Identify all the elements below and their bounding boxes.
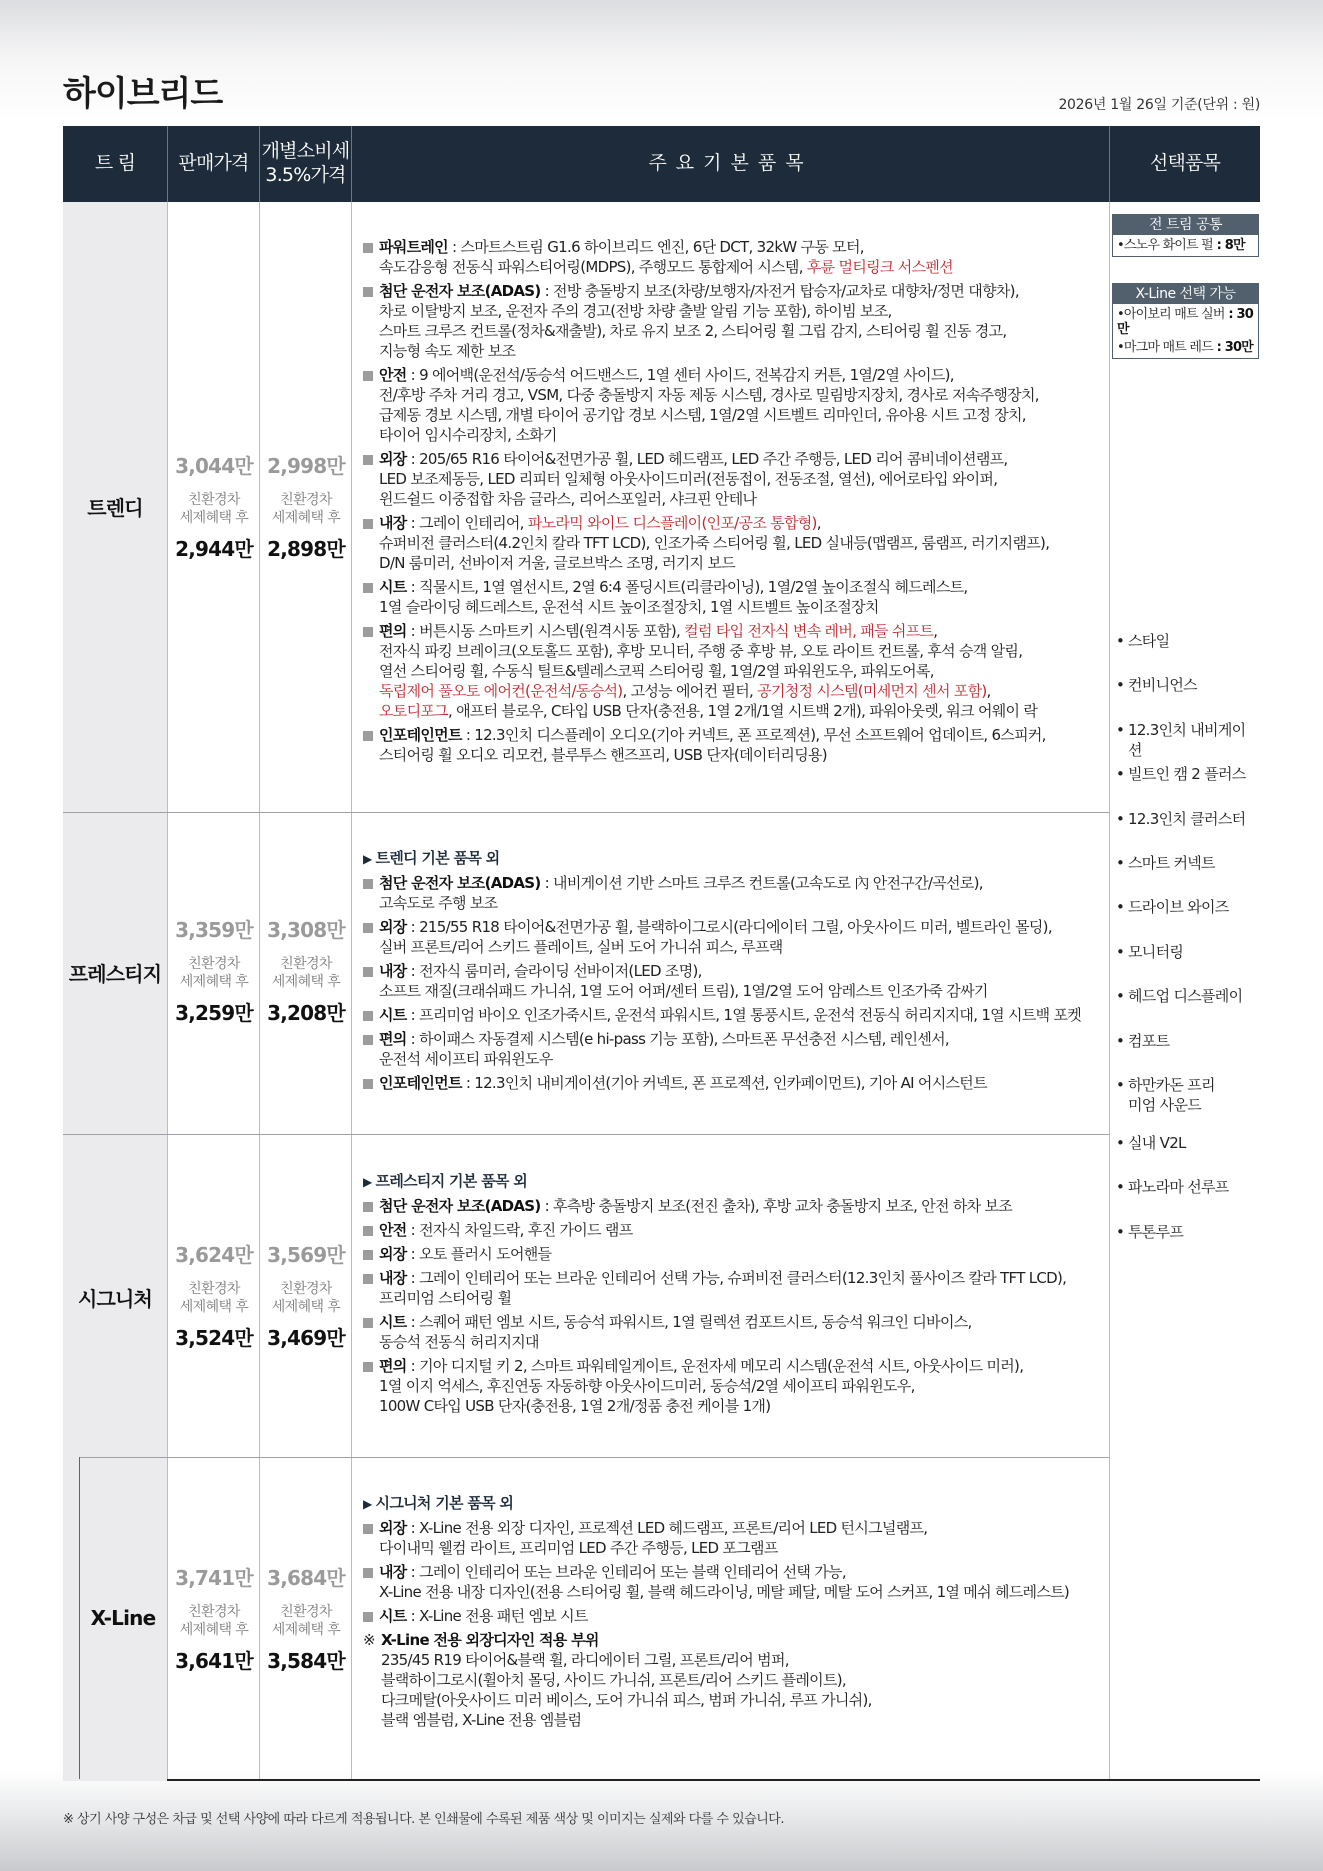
feature-section-head: ▶ 시그니처 기본 품목 외 [363, 1494, 514, 1512]
tax-price: 3,569만 [267, 1243, 345, 1267]
price-signature [168, 1239, 260, 1351]
option-color-line: •아이보리 매트 실버 : 30만 [1117, 307, 1253, 337]
tax-price-after: 2,898만 [267, 537, 345, 561]
option-item: • 모니터링 [1114, 942, 1259, 986]
option-item: • 드라이브 와이즈 [1114, 897, 1259, 941]
tax-price-xline [260, 1562, 352, 1674]
header-tax-price [260, 126, 351, 202]
tax-price-after: 3,469만 [267, 1326, 345, 1350]
feature-item: 외장 : 오토 플러시 도어핸들 [363, 1244, 1173, 1264]
features-trendy [363, 237, 1173, 769]
feature-item: 시트 : 프리미엄 바이오 인조가죽시트, 운전석 파워시트, 1열 통풍시트, 운전석 전동식 허리지지대, 1열 시트백 포켓 [363, 1005, 1173, 1025]
feature-item: 편의 : 버튼시동 스마트키 시스템(원격시동 포함), 컬럼 타입 전자식 변속 레버, 패들 쉬프트, 전자식 파킹 브레이크(오토홀드 포함), 후방 모니터, 주행 중 후방 뷰, 오토 라이트 컨트롤, 후석 승객 알림, 열선 스티어링 휠, 수동식 틸트&텔레스코픽 스티어링 휠, 1열/2열 파워윈도우, 파워도어록, 독립제어 풀오토 에어컨(운전석/동승석), 고성능 에어컨 필터, 공기청정 시스템(미세먼지 센서 포함), 오토디포그, 애프터 블로우, C타입 USB 단자(충전용, 1열 2개/1열 시트백 2개), 파워아웃렛, 워크 어웨이 락 [363, 621, 1173, 721]
option-color-line: •마그마 매트 레드 : 30만 [1117, 340, 1253, 355]
header-tax-line2: 3.5%가격 [265, 164, 346, 186]
feature-item: 첨단 운전자 보조(ADAS) : 전방 충돌방지 보조(차량/보행자/자전거 탑승자/교차로 대향차/정면 대향차), 차로 이탈방지 보조, 운전자 주의 경고(전방 차량 출발 알림 기능 포함), 하이빔 보조, 스마트 크루즈 컨트롤(정차&재출발), 차로 유지 보조 2, 스티어링 휠 그립 감지, 스티어링 휠 진동 경고, 지능형 속도 제한 보조 [363, 281, 1173, 361]
feature-item: 외장 : 215/55 R18 타이어&전면가공 휠, 블랙하이그로시(라디에이터 그릴, 아웃사이드 미러, 벨트라인 몰딩), 실버 프론트/리어 스키드 플레이트, 실버 도어 가니쉬 피스, 루프랙 [363, 917, 1173, 957]
feature-item: 편의 : 기아 디지털 키 2, 스마트 파워테일게이트, 운전자세 메모리 시스템(운전석 시트, 아웃사이드 미러), 1열 이지 억세스, 후진연동 자동하향 아웃사이드미러, 동승석/2열 세이프티 파워윈도우, 100W C타입 USB 단자(충전용, 1열 2개/정품 충전 케이블 1개) [363, 1356, 1173, 1416]
option-item: • 파노라마 선루프 [1114, 1177, 1259, 1221]
feature-note: ※ X-Line 전용 외장디자인 적용 부위 235/45 R19 타이어&블랙 휠, 라디에이터 그릴, 프론트/리어 범퍼, 블랙하이그로시(휠아치 몰딩, 사이드 가니쉬, 프론트/리어 스키드 플레이트), 다크메탈(아웃사이드 미러 베이스, 도어 가니쉬 피스, 범퍼 가니쉬, 루프 가니쉬), 블랙 엠블럼, X-Line 전용 엠블럼 [363, 1630, 1173, 1730]
feature-item: 편의 : 하이패스 자동결제 시스템(e hi-pass 기능 포함), 스마트폰 무선충전 시스템, 레인센서, 운전석 세이프티 파워윈도우 [363, 1029, 1173, 1069]
tax-price-after: 3,208만 [267, 1001, 345, 1025]
feature-item: 외장 : 205/65 R16 타이어&전면가공 휠, LED 헤드램프, LED 주간 주행등, LED 리어 콤비네이션램프, LED 보조제동등, LED 리피터 일체형 아웃사이드미러(전동접이, 전동조절, 열선), 에어로타입 와이퍼, 윈드쉴드 이중접합 차음 글라스, 리어스포일러, 샤크핀 안테나 [363, 449, 1173, 509]
option-box-title: 전 트림 공통 [1113, 215, 1258, 235]
option-list [1114, 631, 1259, 1266]
footer-note: ※ 상기 사양 구성은 차급 및 선택 사양에 따라 다르게 적용됩니다. 본 인쇄물에 수록된 제품 색상 및 이미지는 실제와 다를 수 있습니다. [63, 1812, 784, 1827]
option-item: • 헤드업 디스플레이 [1114, 986, 1259, 1030]
option-item: • 12.3인치 클러스터 [1114, 809, 1259, 853]
feature-item: 안전 : 전자식 차일드락, 후진 가이드 램프 [363, 1220, 1173, 1240]
price-note: 친환경차 세제혜택 후 [179, 1604, 249, 1638]
option-item: • 하만카돈 프리미엄 사운드 [1114, 1075, 1224, 1133]
option-item: • 컨비니언스 [1114, 675, 1259, 719]
option-color-line: •스노우 화이트 펄 : 8만 [1117, 238, 1245, 253]
option-item: • 스타일 [1114, 631, 1259, 675]
trim-name-signature: 시그니처 [77, 1287, 153, 1311]
header-options: 선택품목 [1149, 152, 1221, 175]
header-main-features: 주요기본품목 [648, 152, 813, 175]
sale-price: 3,359만 [175, 918, 253, 942]
option-box-common [1112, 214, 1259, 257]
price-note: 친환경차 세제혜택 후 [271, 1604, 341, 1638]
option-item: • 투톤루프 [1114, 1222, 1259, 1266]
tax-price: 2,998만 [267, 454, 345, 478]
feature-item: 내장 : 전자식 룸미러, 슬라이딩 선바이저(LED 조명), 소프트 재질(크래쉬패드 가니쉬, 1열 도어 어퍼/센터 트림), 1열/2열 도어 암레스트 인조가죽 감싸기 [363, 961, 1173, 1001]
option-item: • 실내 V2L [1114, 1133, 1259, 1177]
price-note: 친환경차 세제혜택 후 [271, 1281, 341, 1315]
price-note: 친환경차 세제혜택 후 [271, 492, 341, 526]
header-tax-line1: 개별소비세 [261, 140, 350, 163]
feature-item: 첨단 운전자 보조(ADAS) : 후측방 충돌방지 보조(전진 출차), 후방 교차 충돌방지 보조, 안전 하차 보조 [363, 1196, 1173, 1216]
features-prestige [363, 848, 1173, 1097]
feature-item: 파워트레인 : 스마트스트림 G1.6 하이브리드 엔진, 6단 DCT, 32kW 구동 모터, 속도감응형 전동식 파워스티어링(MDPS), 주행모드 통합제어 시스템, 후륜 멀티링크 서스펜션 [363, 237, 1173, 277]
sale-price-after: 3,259만 [175, 1001, 253, 1025]
tax-price-after: 3,584만 [267, 1649, 345, 1673]
tax-price-trendy [260, 450, 352, 562]
spec-table [63, 126, 1260, 1781]
trim-name-prestige: 프레스티지 [68, 962, 162, 986]
features-xline [363, 1493, 1173, 1734]
tax-price: 3,684만 [267, 1566, 345, 1590]
feature-item: 안전 : 9 에어백(운전석/동승석 어드밴스드, 1열 센터 사이드, 전복감지 커튼, 1열/2열 사이드), 전/후방 주차 거리 경고, VSM, 다중 충돌방지 자동 제동 시스템, 경사로 밀림방지장치, 경사로 저속주행장치, 급제동 경보 시스템, 개별 타이어 공기압 경보 시스템, 1열/2열 시트벨트 리마인더, 유아용 시트 고정 장치, 타이어 임시수리장치, 소화기 [363, 365, 1173, 445]
table-header [63, 126, 1260, 202]
option-box-title: X-Line 선택 가능 [1113, 284, 1258, 304]
sale-price-after: 3,524만 [175, 1326, 253, 1350]
trim-name-xline: X-Line [90, 1606, 156, 1630]
feature-item: 첨단 운전자 보조(ADAS) : 내비게이션 기반 스마트 크루즈 컨트롤(고속도로 內 안전구간/곡선로), 고속도로 주행 보조 [363, 873, 1173, 913]
page-title: 하이브리드 [63, 74, 223, 114]
sale-price: 3,624만 [175, 1243, 253, 1267]
feature-item: 내장 : 그레이 인테리어, 파노라믹 와이드 디스플레이(인포/공조 통합형), 슈퍼비전 클러스터(4.2인치 칼라 TFT LCD), 인조가죽 스티어링 휠, LED 실내등(맵램프, 룸램프, 러기지램프), D/N 룸미러, 선바이저 거울, 글로브박스 조명, 러기지 보드 [363, 513, 1173, 573]
price-note: 친환경차 세제혜택 후 [179, 956, 249, 990]
tax-price-prestige [260, 914, 352, 1026]
feature-item: 시트 : X-Line 전용 패턴 엠보 시트 [363, 1606, 1173, 1626]
feature-item: 시트 : 직물시트, 1열 열선시트, 2열 6:4 폴딩시트(리클라이닝), 1열/2열 높이조절식 헤드레스트, 1열 슬라이딩 헤드레스트, 운전석 시트 높이조절장치, 1열 시트벨트 높이조절장치 [363, 577, 1173, 617]
option-item: • 빌트인 캠 2 플러스 [1114, 764, 1259, 808]
tax-price-signature [260, 1239, 352, 1351]
price-prestige [168, 914, 260, 1026]
price-note: 친환경차 세제혜택 후 [271, 956, 341, 990]
feature-item: 시트 : 스퀘어 패턴 엠보 시트, 동승석 파워시트, 1열 릴렉션 컴포트시트, 동승석 워크인 디바이스, 동승석 전동식 허리지지대 [363, 1312, 1173, 1352]
price-xline [168, 1562, 260, 1674]
tax-price: 3,308만 [267, 918, 345, 942]
feature-section-head: ▶ 트렌디 기본 품목 외 [363, 849, 500, 867]
option-item: • 스마트 커넥트 [1114, 853, 1259, 897]
date-note: 2026년 1월 26일 기준(단위 : 원) [1058, 97, 1260, 113]
price-trendy [168, 450, 260, 562]
features-signature [363, 1171, 1173, 1420]
option-item: • 컴포트 [1114, 1031, 1259, 1075]
price-note: 친환경차 세제혜택 후 [179, 492, 249, 526]
sale-price-after: 3,641만 [175, 1649, 253, 1673]
sale-price-after: 2,944만 [175, 537, 253, 561]
price-note: 친환경차 세제혜택 후 [179, 1281, 249, 1315]
trim-name-trendy: 트렌디 [87, 496, 143, 520]
feature-section-head: ▶ 프레스티지 기본 품목 외 [363, 1172, 527, 1190]
option-item: • 12.3인치 내비게이션 [1114, 720, 1259, 764]
feature-item: 외장 : X-Line 전용 외장 디자인, 프로젝션 LED 헤드램프, 프론트/리어 LED 턴시그널램프, 다이내믹 웰컴 라이트, 프리미엄 LED 주간 주행등, LED 포그램프 [363, 1518, 1173, 1558]
feature-item: 내장 : 그레이 인테리어 또는 브라운 인테리어 또는 블랙 인테리어 선택 가능, X-Line 전용 내장 디자인(전용 스티어링 휠, 블랙 헤드라이닝, 메탈 페달, 메탈 도어 스커프, 1열 메쉬 헤드레스트) [363, 1562, 1173, 1602]
option-box-xline [1112, 283, 1259, 359]
sale-price: 3,741만 [175, 1566, 253, 1590]
feature-item: 내장 : 그레이 인테리어 또는 브라운 인테리어 선택 가능, 슈퍼비전 클러스터(12.3인치 풀사이즈 칼라 TFT LCD), 프리미엄 스티어링 휠 [363, 1268, 1173, 1308]
sale-price: 3,044만 [175, 454, 253, 478]
feature-item: 인포테인먼트 : 12.3인치 내비게이션(기아 커넥트, 폰 프로젝션, 인카페이먼트), 기아 AI 어시스턴트 [363, 1073, 1173, 1093]
header-trim: 트 림 [94, 152, 136, 175]
header-price: 판매가격 [178, 152, 249, 175]
feature-item: 인포테인먼트 : 12.3인치 디스플레이 오디오(기아 커넥트, 폰 프로젝션), 무선 소프트웨어 업데이트, 6스피커, 스티어링 휠 오디오 리모컨, 블루투스 핸즈프리, USB 단자(데이터리딩용) [363, 725, 1173, 765]
